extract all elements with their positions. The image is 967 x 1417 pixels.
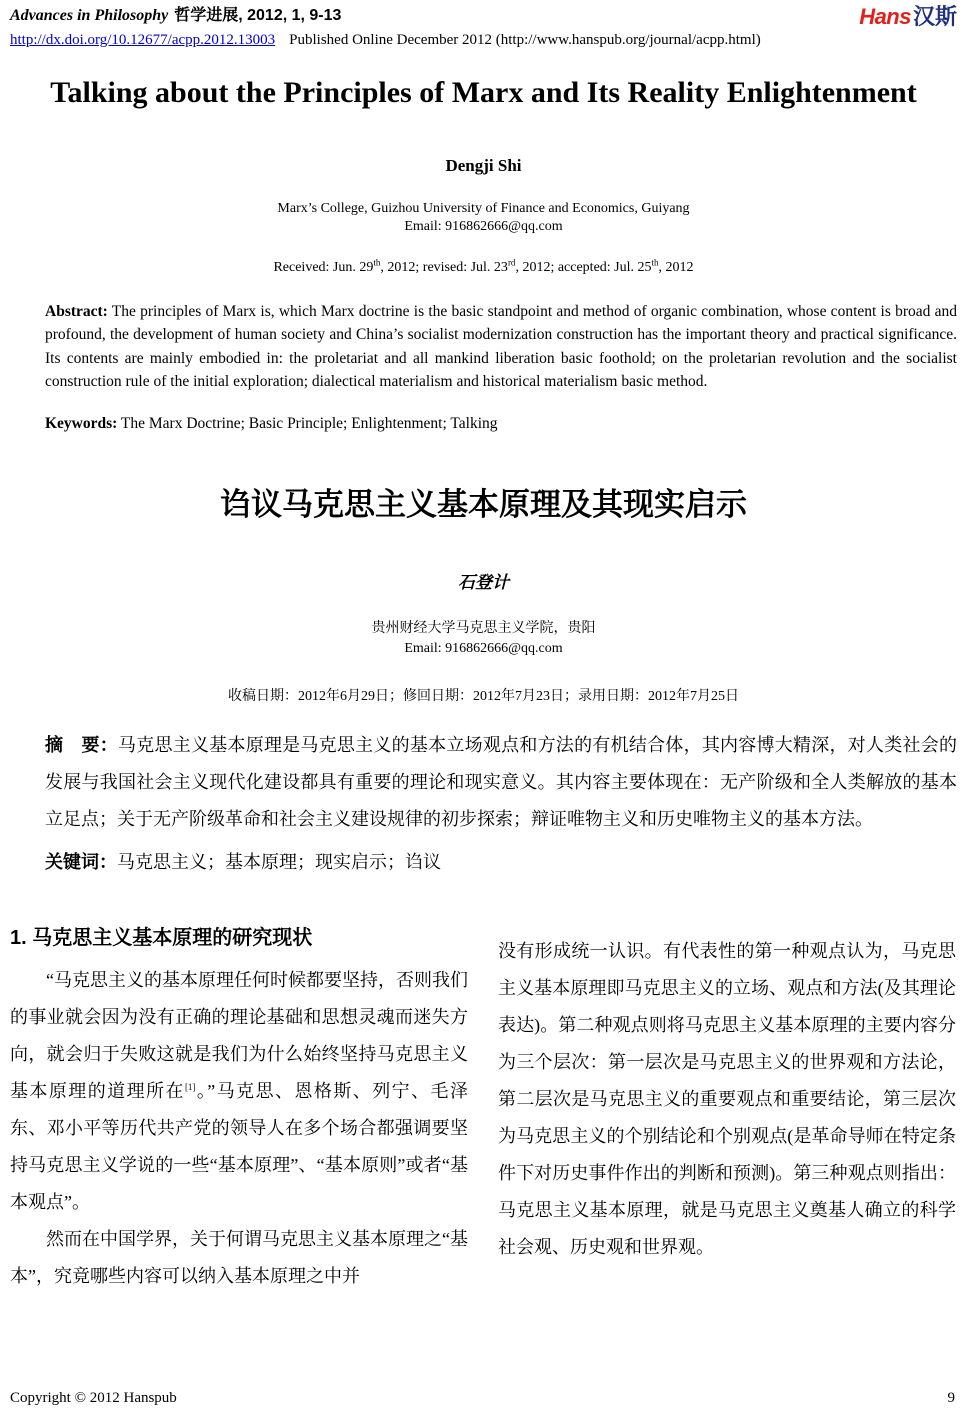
page-header <box>0 0 967 50</box>
abstract-text: The principles of Marx is, which Marx doctrine is the basic standpoint and method of organic combination, whose content is broad and profound, the development of human society and China’s socialist modernization construction has the important theory and practical significance. Its contents are mainly embodied in: the proletariat and all mankind liberation basic foothold; on the proletarian revolution and the socialist construction rule of the initial exploration; dialectical materialism and historical materialism basic method. <box>45 303 957 390</box>
paragraph-1-text-b: 。”马克思、恩格斯、列宁、毛泽东、邓小平等历代共产党的领导人在多个场合都强调要坚持马克思主义学说的一些“基本原理”、“基本原则”或者“基本观点”。 <box>10 1081 468 1213</box>
keywords-text: The Marx Doctrine; Basic Principle; Enlightenment; Talking <box>117 415 498 433</box>
received-sup-th-2: th <box>651 257 659 268</box>
english-keywords <box>45 415 957 433</box>
chinese-email: Email: 916862666@qq.com <box>404 641 563 657</box>
received-text-3: , 2012; accepted: Jul. 25 <box>515 260 652 275</box>
logo-hanzi-text: 汉斯 <box>912 4 957 29</box>
english-affiliation: Marx’s College, Guizhou University of Finance and Economics, Guiyang <box>277 201 690 216</box>
body-paragraph-2: 然而在中国学界，关于何谓马克思主义基本原理之“基本”，究竟哪些内容可以纳入基本原理之中并 <box>10 1229 468 1287</box>
english-author: Dengji Shi <box>445 156 522 175</box>
chinese-abstract-text: 马克思主义基本原理是马克思主义的基本立场观点和方法的有机结合体，其内容博大精深，对人类社会的发展与我国社会主义现代化建设都具有重要的理论和现实意义。其内容主要体现在：无产阶级和全人类解放的基本立足点；关于无产阶级革命和社会主义建设规律的初步探索；辩证唯物主义和历史唯物主义的基本方法。 <box>45 735 957 830</box>
english-title: Talking about the Principles of Marx and Its Reality Enlightenment <box>50 76 917 109</box>
received-text-1: Received: Jun. 29 <box>273 260 374 275</box>
hanspub-logo <box>859 6 957 28</box>
received-revised-accepted-line <box>0 257 967 276</box>
left-column <box>10 921 468 1295</box>
chinese-abstract-label: 摘 要： <box>45 735 118 756</box>
published-online-text: Published Online December 2012 (http://www.hanspub.org/journal/acpp.html) <box>289 32 761 48</box>
header-row-doi <box>10 31 957 50</box>
chinese-affiliation: 贵州财经大学马克思主义学院，贵阳 <box>371 621 596 637</box>
chinese-abstract <box>45 727 957 838</box>
received-sup-rd: rd <box>507 257 516 268</box>
copyright-text: Copyright © 2012 Hanspub <box>10 1390 177 1406</box>
journal-name-english: Advances in Philosophy <box>10 7 169 24</box>
received-text-2: , 2012; revised: Jul. 23 <box>380 260 508 275</box>
keywords-label: Keywords: <box>45 415 118 433</box>
journal-citation <box>10 6 341 26</box>
header-row-journal <box>10 6 957 28</box>
body-paragraph-1 <box>10 962 468 1221</box>
logo-hans-text: Hans <box>859 4 911 29</box>
page-number: 9 <box>947 1390 955 1406</box>
chinese-title: 诌议马克思主义基本原理及其现实启示 <box>220 487 747 523</box>
citation-ref-1: [1] <box>184 1082 196 1093</box>
section-1-heading: 1. 马克思主义基本原理的研究现状 <box>10 927 313 950</box>
chinese-keywords <box>45 844 957 881</box>
english-email: Email: 916862666@qq.com <box>404 219 563 234</box>
abstract-label: Abstract: <box>45 303 108 320</box>
paragraph-1-text-a: “马克思主义的基本原理任何时候都要坚持，否则我们的事业就会因为没有正确的理论基础和思想灵魂而迷失方向，就会归于失败这就是我们为什么始终坚持马克思主义基本原理的道理所在 <box>10 970 468 1102</box>
english-abstract <box>45 300 957 393</box>
page-footer <box>10 1390 955 1407</box>
doi-link[interactable]: http://dx.doi.org/10.12677/acpp.2012.13003 <box>10 32 276 48</box>
body-columns <box>10 921 957 1295</box>
chinese-keywords-label: 关键词： <box>45 852 117 873</box>
chinese-keywords-text: 马克思主义；基本原理；现实启示；诌议 <box>117 852 441 873</box>
journal-name-chinese: 哲学进展, 2012, 1, 9-13 <box>174 7 342 24</box>
chinese-dates-line: 收稿日期：2012年6月29日；修回日期：2012年7月23日；录用日期：2012年7月25日 <box>228 689 739 705</box>
chinese-author: 石登计 <box>458 573 509 593</box>
right-column <box>498 921 956 1295</box>
received-text-4: , 2012 <box>658 260 694 275</box>
body-paragraph-2-continued: 没有形成统一认识。有代表性的第一种观点认为，马克思主义基本原理即马克思主义的立场、观点和方法(及其理论表达)。第二种观点则将马克思主义基本原理的主要内容分为三个层次：第一层次是马克思主义的世界观和方法论，第二层次是马克思主义的重要观点和重要结论，第三层次为马克思主义的个别结论和个别观点(是革命导师在特定条件下对历史事件作出的判断和预测)。第三种观点则指出：马克思主义基本原理，就是马克思主义奠基人确立的科学社会观、历史观和世界观。 <box>498 941 956 1258</box>
received-sup-th-1: th <box>373 257 381 268</box>
